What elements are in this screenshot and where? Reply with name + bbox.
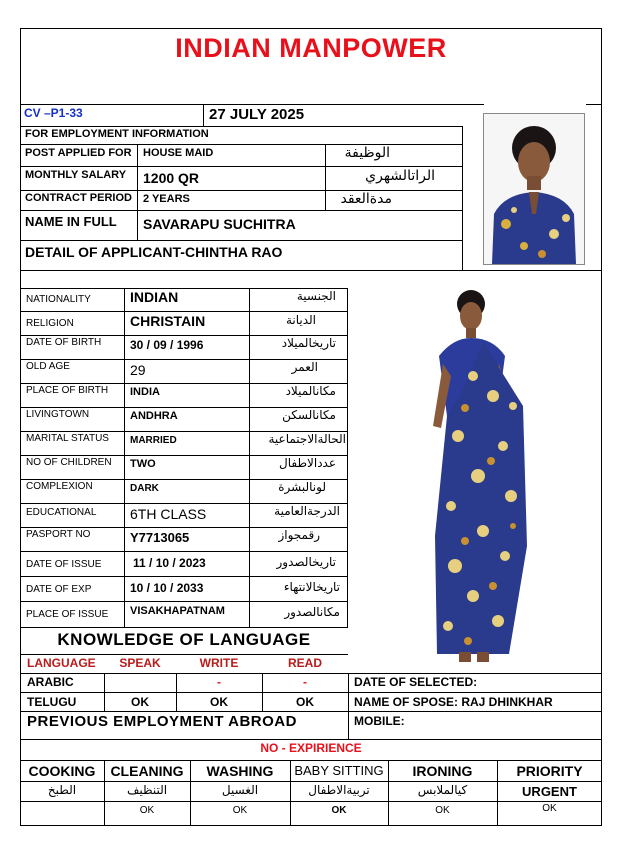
detail-value: INDIAN	[130, 289, 179, 305]
skill-header: WASHING	[206, 763, 274, 779]
language-write: -	[217, 675, 221, 689]
detail-label: DATE OF BIRTH	[26, 337, 102, 348]
skill-arabic: تربيةالاطفال	[308, 783, 370, 797]
detail-value: 29	[130, 362, 146, 378]
language-name: TELUGU	[27, 695, 77, 709]
detail-arabic: لونالبشرة	[278, 480, 326, 494]
skill-header: COOKING	[28, 763, 96, 779]
employment-label: POST APPLIED FOR	[25, 147, 132, 159]
detail-label: PLACE OF BIRTH	[26, 385, 109, 396]
detail-arabic: العمر	[291, 360, 318, 374]
date-selected: DATE OF SELECTED:	[354, 675, 478, 689]
detail-value: INDIA	[130, 386, 160, 398]
employment-arabic: الراتالشهري	[365, 168, 435, 184]
employment-arabic: مدةالعقد	[340, 191, 392, 207]
cv-ref: CV –P1-33	[24, 106, 83, 120]
detail-label: NATIONALITY	[26, 294, 91, 305]
spouse-name: NAME OF SPOSE: RAJ DHINKHAR	[354, 695, 553, 709]
priority-value: URGENT	[522, 784, 577, 799]
previous-employment-value: NO - EXPIRIENCE	[260, 741, 362, 755]
language-header: WRITE	[199, 656, 239, 670]
employment-section-label: FOR EMPLOYMENT INFORMATION	[25, 128, 209, 140]
detail-arabic: تاريخالانتهاء	[283, 580, 340, 594]
detail-arabic: تاريخالميلاد	[281, 336, 336, 350]
employment-arabic: الوظيفة	[344, 145, 390, 161]
language-header: LANGUAGE	[27, 656, 96, 670]
detail-value: ANDHRA	[130, 410, 178, 422]
skill-value: OK	[232, 805, 248, 816]
detail-value: 30 / 09 / 1996	[130, 338, 204, 352]
skill-header: BABY SITTING	[294, 763, 384, 778]
applicant-photo-small	[483, 113, 585, 265]
detail-label: DATE OF ISSUE	[26, 559, 102, 570]
skill-arabic: الطبخ	[47, 783, 77, 797]
detail-label: COMPLEXION	[26, 481, 93, 492]
mobile: MOBILE:	[354, 714, 405, 728]
language-header: READ	[287, 656, 322, 670]
detail-label: PLACE OF ISSUE	[26, 609, 109, 620]
skill-arabic: كيالملابس	[417, 783, 468, 797]
name-value: SAVARAPU SUCHITRA	[143, 216, 296, 232]
detail-arabic: مكانالميلاد	[285, 384, 336, 398]
detail-value: CHRISTAIN	[130, 313, 206, 329]
applicant-photo-full	[413, 286, 537, 670]
language-write: OK	[210, 695, 228, 709]
detail-label: NO OF CHILDREN	[26, 457, 112, 468]
detail-arabic: تاريخالصدور	[276, 555, 336, 569]
detail-value: VISAKHAPATNAM	[130, 605, 225, 617]
language-read: OK	[296, 695, 314, 709]
employment-label: MONTHLY SALARY	[25, 169, 127, 181]
detail-value: Y7713065	[130, 530, 190, 545]
language-title: KNOWLEDGE OF LANGUAGE	[57, 630, 311, 649]
detail-label: OLD AGE	[26, 361, 70, 372]
language-speak: OK	[131, 695, 149, 709]
detail-label: MARITAL STATUS	[26, 433, 109, 444]
skill-value: OK	[542, 803, 557, 814]
skill-header: PRIORITY	[516, 763, 583, 779]
employment-value: HOUSE MAID	[143, 147, 214, 159]
skill-header: IRONING	[412, 763, 473, 779]
name-label: NAME IN FULL	[25, 214, 117, 229]
language-name: ARABIC	[27, 675, 74, 689]
detail-arabic: الحالةالاجتماعية	[268, 432, 346, 446]
detail-arabic: الديانة	[285, 313, 316, 327]
personal-details-table	[20, 288, 348, 628]
detail-arabic: الدرجةالعامية	[274, 504, 340, 518]
page-title: INDIAN MANPOWER	[175, 33, 447, 63]
detail-value: DARK	[130, 483, 159, 494]
detail-label: PASPORT NO	[26, 529, 91, 540]
detail-value: 11 / 10 / 2023	[133, 556, 206, 570]
detail-value: MARRIED	[130, 435, 177, 446]
detail-value: 10 / 10 / 2033	[130, 581, 204, 595]
detail-value: TWO	[130, 458, 156, 470]
skill-value: OK	[435, 805, 450, 816]
detail-arabic: مكانالصدور	[284, 605, 340, 619]
applicant-detail: DETAIL OF APPLICANT-CHINTHA RAO	[25, 244, 283, 260]
employment-label: CONTRACT PERIOD	[25, 192, 132, 204]
detail-arabic: مكانالسكن	[282, 408, 336, 422]
detail-arabic: رقمجواز	[278, 528, 320, 542]
language-read: -	[303, 675, 307, 689]
detail-value: 6TH CLASS	[130, 506, 207, 522]
skill-arabic: الغسيل	[221, 783, 259, 797]
employment-value: 1200 QR	[143, 170, 200, 186]
language-header: SPEAK	[119, 656, 161, 670]
skill-value: OK	[139, 805, 155, 816]
detail-label: LIVINGTOWN	[26, 409, 90, 420]
cv-date: 27 JULY 2025	[209, 106, 305, 123]
previous-employment-title: PREVIOUS EMPLOYMENT ABROAD	[27, 713, 297, 730]
detail-arabic: الجنسية	[296, 289, 336, 303]
detail-label: RELIGION	[26, 318, 74, 329]
employment-value: 2 YEARS	[143, 193, 190, 205]
skill-value: OK	[331, 805, 347, 816]
skill-arabic: التنظيف	[126, 783, 168, 797]
skill-header: CLEANING	[110, 763, 184, 779]
detail-label: DATE OF EXP	[26, 584, 92, 595]
detail-label: EDUCATIONAL	[26, 507, 97, 518]
detail-arabic: عددالاطفال	[279, 456, 336, 470]
